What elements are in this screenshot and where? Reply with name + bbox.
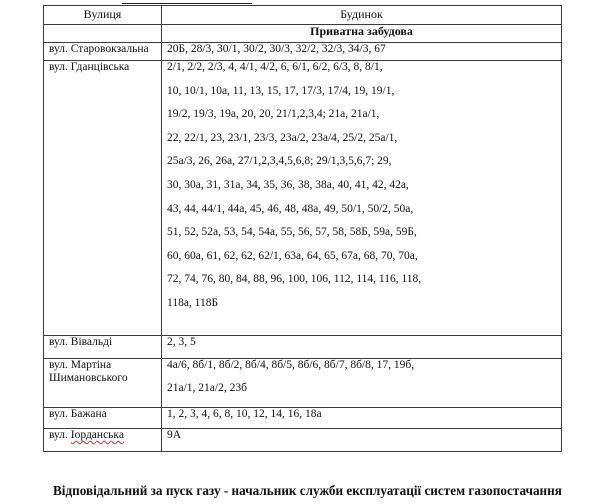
street-prefix: вул. bbox=[49, 429, 71, 441]
street-name-spellcheck: Іорданська bbox=[70, 429, 124, 441]
buildings-cell: 1, 2, 3, 4, 6, 8, 10, 12, 14, 16, 18а bbox=[162, 408, 562, 429]
buildings-line: 60, 60а, 61, 62, 62, 62/1, 63а, 64, 65, 67а, 68, 70, 70а, bbox=[167, 249, 418, 262]
section-title: Приватна забудова bbox=[162, 25, 562, 43]
cut-off-heading bbox=[122, 0, 252, 4]
streets-table bbox=[43, 5, 562, 452]
table-row bbox=[44, 408, 562, 429]
street-cell bbox=[44, 429, 162, 452]
buildings-cell bbox=[162, 61, 562, 336]
buildings-line: 2/1, 2/2, 2/3, 4, 4/1, 4/2, 6, 6/1, 6/2, 6/3, 8, 8/1, bbox=[167, 61, 383, 73]
buildings-line: 10, 10/1, 10а, 11, 13, 15, 17, 17/3, 17/4, 19, 19/1, bbox=[167, 84, 395, 97]
buildings-cell bbox=[162, 359, 562, 408]
buildings-line: 21а/1, 21а/2, 23б bbox=[167, 382, 247, 394]
section-row bbox=[44, 25, 562, 43]
table-header-row bbox=[44, 6, 562, 25]
buildings-line: 22, 22/1, 23, 23/1, 23/3, 23а/2, 23а/4, 25/2, 25а/1, bbox=[167, 131, 398, 144]
buildings-cell: 9А bbox=[162, 429, 562, 452]
street-cell: вул. Гданцівська bbox=[44, 61, 162, 336]
street-cell: вул. Бажана bbox=[44, 408, 162, 429]
buildings-line: 4а/6, 8б/1, 8б/2, 8б/4, 8б/5, 8б/6, 8б/7, 8б/8, 17, 19б, bbox=[167, 359, 415, 371]
responsible-person-text: Відповідальний за пуск газу - начальник служби експлуатації систем газопостачання bbox=[53, 483, 562, 498]
street-cell: вул. Старовокзальна bbox=[44, 43, 162, 61]
buildings-line: 72, 74, 76, 80, 84, 88, 96, 100, 106, 112, 114, 116, 118, bbox=[167, 273, 422, 286]
buildings-line: 43, 44, 44/1, 44а, 45, 46, 48, 48а, 49, 50/1, 50/2, 50а, bbox=[167, 202, 414, 215]
table-row bbox=[44, 359, 562, 408]
table-row bbox=[44, 429, 562, 452]
buildings-line: 19/2, 19/3, 19а, 20, 20, 21/1,2,3,4; 21а, 21а/1, bbox=[167, 108, 380, 121]
buildings-line: 25а/3, 26, 26а, 27/1,2,3,4,5,6,8; 29/1,3,5,6,7; 29, bbox=[167, 155, 392, 168]
section-empty-cell bbox=[44, 25, 162, 43]
street-cell: вул. Вівальді bbox=[44, 336, 162, 359]
table-row bbox=[44, 336, 562, 359]
header-building: Будинок bbox=[162, 6, 562, 25]
buildings-cell: 2, 3, 5 bbox=[162, 336, 562, 359]
street-line: Шимановського bbox=[49, 372, 128, 384]
buildings-cell: 20Б, 28/3, 30/1, 30/2, 30/3, 32/2, 32/3, 34/3, 67 bbox=[162, 43, 562, 61]
header-street: Вулиця bbox=[44, 6, 162, 25]
buildings-line: 30, 30а, 31, 31а, 34, 35, 36, 38, 38а, 40, 41, 42, 42а, bbox=[167, 178, 409, 191]
street-line: вул. Мартіна bbox=[49, 359, 112, 371]
buildings-line: 51, 52, 52а, 53, 54, 54а, 55, 56, 57, 58, 58Б, 59а, 59Б, bbox=[167, 226, 417, 239]
street-cell bbox=[44, 359, 162, 408]
buildings-line: 118а, 118Б bbox=[167, 296, 219, 309]
table-row bbox=[44, 43, 562, 61]
table-row bbox=[44, 61, 562, 336]
